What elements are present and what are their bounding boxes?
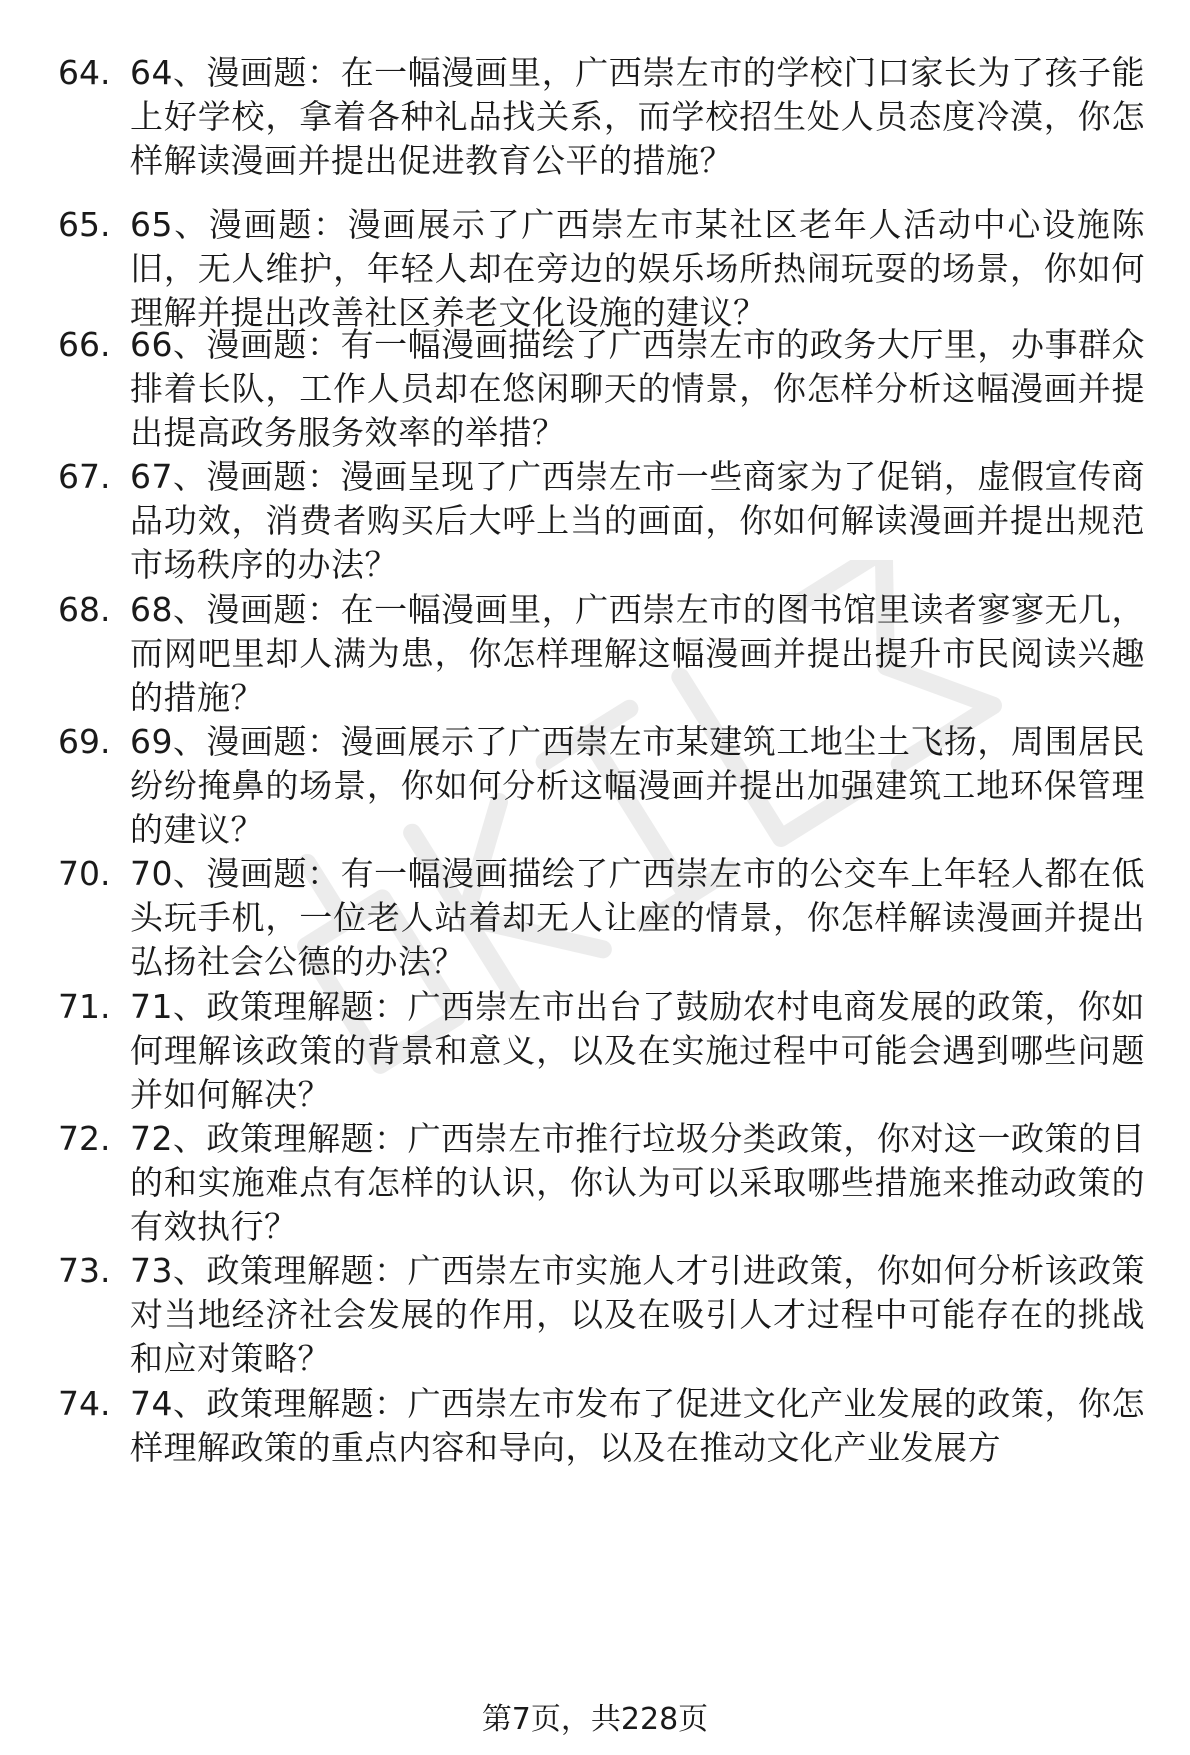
question-number: 67.	[58, 457, 111, 496]
question-text: 66、漫画题：有一幅漫画描绘了广西崇左市的政务大厅里，办事群众排着长队，工作人员却在悠闲聊天的情景，你怎样分析这幅漫画并提出提高政务服务效率的举措？	[130, 325, 1145, 452]
question-text: 71、政策理解题：广西崇左市出台了鼓励农村电商发展的政策，你如何理解该政策的背景和意义，以及在实施过程中可能会遇到哪些问题并如何解决？	[130, 987, 1145, 1114]
question-text: 70、漫画题：有一幅漫画描绘了广西崇左市的公交车上年轻人都在低头玩手机，一位老人站着却无人让座的情景，你怎样解读漫画并提出弘扬社会公德的办法？	[130, 854, 1145, 981]
question-number: 68.	[58, 590, 111, 629]
question-text: 69、漫画题：漫画展示了广西崇左市某建筑工地尘土飞扬，周围居民纷纷掩鼻的场景，你如何分析这幅漫画并提出加强建筑工地环保管理的建议？	[130, 722, 1145, 849]
question-number: 69.	[58, 722, 111, 761]
question-text: 64、漫画题：在一幅漫画里，广西崇左市的学校门口家长为了孩子能上好学校，拿着各种礼品找关系，而学校招生处人员态度冷漠，你怎样解读漫画并提出促进教育公平的措施？	[130, 53, 1145, 180]
question-text: 65、漫画题：漫画展示了广西崇左市某社区老年人活动中心设施陈旧，无人维护，年轻人却在旁边的娱乐场所热闹玩耍的场景，你如何理解并提出改善社区养老文化设施的建议？	[130, 205, 1145, 332]
question-number: 73.	[58, 1251, 111, 1290]
question-number: 71.	[58, 987, 111, 1026]
page-footer: 第7页，共228页	[481, 1702, 709, 1737]
question-number: 70.	[58, 854, 111, 893]
question-text: 72、政策理解题：广西崇左市推行垃圾分类政策，你对这一政策的目的和实施难点有怎样的认识，你认为可以采取哪些措施来推动政策的有效执行？	[130, 1119, 1145, 1246]
question-number: 74.	[58, 1384, 111, 1423]
question-number: 66.	[58, 325, 111, 364]
question-text: 74、政策理解题：广西崇左市发布了促进文化产业发展的政策，你怎样理解政策的重点内容和导向，以及在推动文化产业发展方	[130, 1384, 1145, 1467]
question-text: 67、漫画题：漫画呈现了广西崇左市一些商家为了促销，虚假宣传商品功效，消费者购买后大呼上当的画面，你如何解读漫画并提出规范市场秩序的办法？	[130, 457, 1145, 584]
question-text: 68、漫画题：在一幅漫画里，广西崇左市的图书馆里读者寥寥无几，而网吧里却人满为患，你怎样理解这幅漫画并提出提升市民阅读兴趣的措施？	[130, 590, 1145, 717]
question-number: 65.	[58, 205, 111, 244]
question-number: 72.	[58, 1119, 111, 1158]
question-number: 64.	[58, 53, 111, 92]
question-text: 73、政策理解题：广西崇左市实施人才引进政策，你如何分析该政策对当地经济社会发展的作用，以及在吸引人才过程中可能存在的挑战和应对策略？	[130, 1251, 1145, 1378]
